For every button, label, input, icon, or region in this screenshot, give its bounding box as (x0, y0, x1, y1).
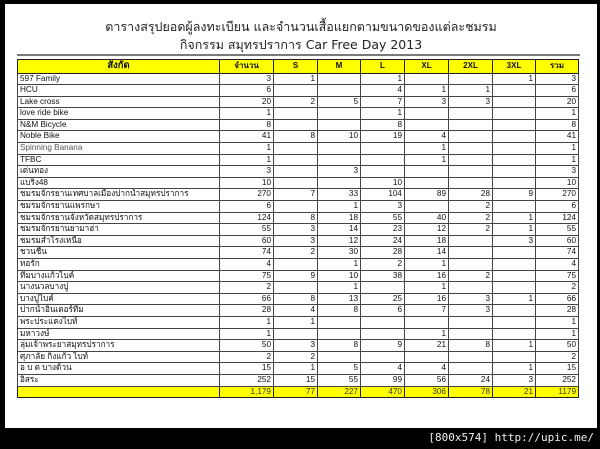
value-cell: 3 (449, 305, 493, 317)
value-cell (493, 282, 536, 294)
value-cell: 1 (361, 73, 405, 85)
value-cell: 41 (536, 131, 579, 143)
club-name-cell: ทอรัก (18, 259, 220, 271)
value-cell: 9 (361, 340, 405, 352)
value-cell (493, 177, 536, 189)
value-cell: 8 (318, 305, 361, 317)
club-name-cell: เด่นทอง (18, 166, 220, 178)
value-cell: 1 (405, 154, 449, 166)
value-cell (449, 316, 493, 328)
column-header-3: M (318, 60, 361, 74)
value-cell: 2 (536, 282, 579, 294)
value-cell: 55 (318, 374, 361, 386)
total-value-cell: 470 (361, 386, 405, 398)
value-cell (361, 143, 405, 155)
value-cell: 8 (274, 131, 318, 143)
value-cell: 66 (536, 293, 579, 305)
table-row (18, 374, 579, 386)
value-cell (405, 201, 449, 213)
value-cell (361, 282, 405, 294)
value-cell (493, 259, 536, 271)
value-cell (493, 143, 536, 155)
value-cell: 124 (536, 212, 579, 224)
value-cell (405, 166, 449, 178)
value-cell: 1 (361, 108, 405, 120)
value-cell (274, 108, 318, 120)
table-row (18, 259, 579, 271)
table-row (18, 328, 579, 340)
value-cell: 1 (493, 363, 536, 375)
value-cell (274, 259, 318, 271)
value-cell: 8 (274, 293, 318, 305)
total-row (18, 386, 579, 398)
value-cell: 14 (405, 247, 449, 259)
table-row (18, 177, 579, 189)
value-cell: 2 (274, 351, 318, 363)
value-cell: 50 (220, 340, 274, 352)
total-value-cell: 77 (274, 386, 318, 398)
title-line-1: ตารางสรุปยอดผู้ลงทะเบียน และจำนวนเสื้อแยกตามขนาดของแต่ละชมรม (105, 19, 497, 34)
value-cell: 1 (274, 316, 318, 328)
value-cell: 12 (318, 235, 361, 247)
club-name-cell: N&M Bicycle (18, 119, 220, 131)
value-cell (318, 85, 361, 97)
value-cell (274, 201, 318, 213)
value-cell: 8 (361, 119, 405, 131)
value-cell: 1 (493, 73, 536, 85)
value-cell (274, 143, 318, 155)
value-cell: 8 (449, 340, 493, 352)
total-value-cell: 1179 (536, 386, 579, 398)
value-cell: 4 (405, 363, 449, 375)
value-cell (274, 328, 318, 340)
table-row (18, 363, 579, 375)
value-cell: 1 (405, 143, 449, 155)
value-cell: 6 (361, 305, 405, 317)
value-cell (405, 351, 449, 363)
value-cell (318, 73, 361, 85)
value-cell: 124 (220, 212, 274, 224)
club-name-cell: ลุ่มเจ้าพระยาสมุทรปราการ (18, 340, 220, 352)
table-row (18, 131, 579, 143)
value-cell: 8 (318, 340, 361, 352)
value-cell: 1 (220, 108, 274, 120)
value-cell: 7 (274, 189, 318, 201)
club-name-cell: ปากน้ำอินเตอร์ทีม (18, 305, 220, 317)
value-cell: 4 (536, 259, 579, 271)
table-row (18, 201, 579, 213)
value-cell: 1 (493, 293, 536, 305)
value-cell: 2 (274, 247, 318, 259)
value-cell (405, 119, 449, 131)
value-cell (274, 119, 318, 131)
value-cell: 6 (220, 201, 274, 213)
value-cell (361, 351, 405, 363)
value-cell: 25 (361, 293, 405, 305)
value-cell (449, 166, 493, 178)
value-cell: 9 (493, 189, 536, 201)
value-cell: 1 (274, 73, 318, 85)
value-cell (449, 363, 493, 375)
column-header-8: รวม (536, 60, 579, 74)
value-cell (405, 177, 449, 189)
value-cell (449, 259, 493, 271)
value-cell: 15 (274, 374, 318, 386)
value-cell: 13 (318, 293, 361, 305)
value-cell: 1 (220, 328, 274, 340)
club-name-cell: แบริ่ง48 (18, 177, 220, 189)
value-cell (493, 328, 536, 340)
table-row (18, 247, 579, 259)
value-cell: 33 (318, 189, 361, 201)
value-cell: 1 (220, 316, 274, 328)
value-cell: 3 (274, 235, 318, 247)
table-row (18, 270, 579, 282)
value-cell: 55 (361, 212, 405, 224)
club-name-cell: มหาวงษ์ (18, 328, 220, 340)
value-cell: 6 (536, 85, 579, 97)
value-cell: 1 (536, 143, 579, 155)
club-name-cell: พระประแดงไบท์ (18, 316, 220, 328)
club-name-cell: Lake cross (18, 96, 220, 108)
value-cell (318, 316, 361, 328)
value-cell: 40 (405, 212, 449, 224)
value-cell: 104 (361, 189, 405, 201)
value-cell: 20 (220, 96, 274, 108)
value-cell (493, 305, 536, 317)
value-cell: 1 (536, 154, 579, 166)
club-name-cell: ชมรมสำโรงเหนือ (18, 235, 220, 247)
value-cell: 3 (274, 224, 318, 236)
value-cell: 3 (493, 374, 536, 386)
value-cell: 252 (536, 374, 579, 386)
value-cell: 2 (274, 96, 318, 108)
value-cell: 75 (536, 270, 579, 282)
value-cell: 4 (361, 363, 405, 375)
value-cell: 9 (274, 270, 318, 282)
value-cell: 23 (361, 224, 405, 236)
value-cell (274, 166, 318, 178)
value-cell (318, 108, 361, 120)
value-cell: 60 (536, 235, 579, 247)
value-cell: 270 (536, 189, 579, 201)
value-cell (449, 235, 493, 247)
value-cell: 30 (318, 247, 361, 259)
value-cell: 41 (220, 131, 274, 143)
value-cell (405, 316, 449, 328)
column-header-5: XL (405, 60, 449, 74)
value-cell (361, 316, 405, 328)
value-cell: 1 (220, 143, 274, 155)
club-name-cell: ชมรมจักรยานจังหวัดสมุทรปราการ (18, 212, 220, 224)
value-cell (318, 351, 361, 363)
value-cell: 5 (318, 96, 361, 108)
value-cell (318, 154, 361, 166)
club-name-cell: TFBC (18, 154, 220, 166)
value-cell (405, 108, 449, 120)
column-header-2: S (274, 60, 318, 74)
total-value-cell: 227 (318, 386, 361, 398)
value-cell: 1 (405, 259, 449, 271)
value-cell: 6 (536, 201, 579, 213)
table-header (18, 60, 579, 74)
table-row (18, 293, 579, 305)
value-cell: 15 (220, 363, 274, 375)
value-cell: 10 (536, 177, 579, 189)
table-row (18, 235, 579, 247)
value-cell: 24 (449, 374, 493, 386)
club-name-cell: ชมรมจักรยานยามาฮ่า (18, 224, 220, 236)
column-header-0: สังกัด (18, 60, 220, 74)
table-row (18, 73, 579, 85)
club-name-cell: love ride bike (18, 108, 220, 120)
value-cell (449, 247, 493, 259)
value-cell: 1 (318, 282, 361, 294)
value-cell: 2 (361, 259, 405, 271)
value-cell: 1 (449, 85, 493, 97)
value-cell: 270 (220, 189, 274, 201)
value-cell: 3 (274, 340, 318, 352)
club-name-cell: 597 Family (18, 73, 220, 85)
value-cell: 20 (536, 96, 579, 108)
value-cell: 1 (220, 154, 274, 166)
value-cell (449, 119, 493, 131)
value-cell: 2 (449, 212, 493, 224)
value-cell: 3 (220, 166, 274, 178)
value-cell: 3 (220, 73, 274, 85)
value-cell: 19 (361, 131, 405, 143)
value-cell (449, 282, 493, 294)
value-cell: 2 (449, 224, 493, 236)
value-cell: 3 (536, 166, 579, 178)
value-cell: 28 (536, 305, 579, 317)
value-cell: 7 (405, 305, 449, 317)
value-cell: 6 (220, 85, 274, 97)
value-cell: 8 (220, 119, 274, 131)
value-cell (449, 131, 493, 143)
club-name-cell: Noble Bike (18, 131, 220, 143)
value-cell (493, 154, 536, 166)
total-label-cell (18, 386, 220, 398)
value-cell: 55 (536, 224, 579, 236)
value-cell: 2 (536, 351, 579, 363)
value-cell: 2 (220, 351, 274, 363)
value-cell: 3 (318, 166, 361, 178)
table-row (18, 143, 579, 155)
column-header-1: จำนวน (220, 60, 274, 74)
value-cell: 4 (274, 305, 318, 317)
value-cell (361, 328, 405, 340)
value-cell (493, 351, 536, 363)
value-cell: 3 (361, 201, 405, 213)
club-name-cell: นางนวลบางปู (18, 282, 220, 294)
value-cell (493, 166, 536, 178)
table-row (18, 212, 579, 224)
value-cell (493, 131, 536, 143)
table-row (18, 108, 579, 120)
value-cell: 1 (405, 328, 449, 340)
value-cell: 3 (449, 96, 493, 108)
value-cell (493, 201, 536, 213)
value-cell: 55 (220, 224, 274, 236)
value-cell: 1 (318, 201, 361, 213)
title-line-2: กิจกรรม สมุทรปราการ Car Free Day 2013 (179, 37, 423, 52)
value-cell: 75 (220, 270, 274, 282)
total-value-cell: 21 (493, 386, 536, 398)
title-divider (17, 54, 580, 56)
value-cell: 66 (220, 293, 274, 305)
club-name-cell: Spinning Banana (18, 143, 220, 155)
value-cell (449, 108, 493, 120)
column-header-7: 3XL (493, 60, 536, 74)
value-cell: 1 (493, 224, 536, 236)
club-name-cell: อิสระ (18, 374, 220, 386)
value-cell: 28 (449, 189, 493, 201)
club-name-cell: ชมรมจักรยานแพรกษา (18, 201, 220, 213)
value-cell (318, 177, 361, 189)
value-cell: 89 (405, 189, 449, 201)
value-cell: 1 (318, 259, 361, 271)
value-cell: 56 (405, 374, 449, 386)
value-cell: 50 (536, 340, 579, 352)
value-cell (493, 247, 536, 259)
column-header-4: L (361, 60, 405, 74)
table-row (18, 224, 579, 236)
value-cell: 4 (220, 259, 274, 271)
value-cell: 252 (220, 374, 274, 386)
table-row (18, 351, 579, 363)
table-row (18, 189, 579, 201)
table-row (18, 316, 579, 328)
value-cell: 1 (274, 363, 318, 375)
value-cell (318, 143, 361, 155)
value-cell: 1 (493, 340, 536, 352)
value-cell (405, 73, 449, 85)
registration-table (17, 59, 579, 398)
value-cell (274, 177, 318, 189)
value-cell: 16 (405, 270, 449, 282)
value-cell: 8 (536, 119, 579, 131)
value-cell: 15 (536, 363, 579, 375)
column-header-6: 2XL (449, 60, 493, 74)
table-row (18, 85, 579, 97)
table-body (18, 73, 579, 398)
value-cell (318, 328, 361, 340)
value-cell: 14 (318, 224, 361, 236)
document-page (5, 4, 597, 428)
value-cell: 4 (405, 131, 449, 143)
value-cell: 60 (220, 235, 274, 247)
value-cell (493, 108, 536, 120)
value-cell: 3 (493, 235, 536, 247)
club-name-cell: ศุภาลัย กิ่งแก้ว ไบท์ (18, 351, 220, 363)
value-cell: 12 (405, 224, 449, 236)
value-cell: 4 (361, 85, 405, 97)
value-cell: 1 (493, 212, 536, 224)
total-value-cell: 78 (449, 386, 493, 398)
value-cell (274, 154, 318, 166)
header-row (18, 60, 579, 74)
value-cell: 10 (318, 131, 361, 143)
club-name-cell: ทีมบางแก้วไบค์ (18, 270, 220, 282)
table-row (18, 96, 579, 108)
value-cell: 1 (405, 282, 449, 294)
value-cell: 10 (318, 270, 361, 282)
table-row (18, 282, 579, 294)
value-cell: 28 (361, 247, 405, 259)
value-cell: 5 (318, 363, 361, 375)
value-cell: 1 (536, 316, 579, 328)
value-cell (493, 119, 536, 131)
table-row (18, 119, 579, 131)
club-name-cell: ชมรมจักรยานเทศบาลเมืองปากน้ำสมุทรปราการ (18, 189, 220, 201)
value-cell: 10 (361, 177, 405, 189)
value-cell: 2 (449, 270, 493, 282)
value-cell: 3 (449, 293, 493, 305)
value-cell: 10 (220, 177, 274, 189)
value-cell (493, 316, 536, 328)
value-cell: 99 (361, 374, 405, 386)
value-cell: 18 (405, 235, 449, 247)
value-cell: 2 (220, 282, 274, 294)
value-cell (274, 282, 318, 294)
total-value-cell: 1,179 (220, 386, 274, 398)
value-cell (274, 85, 318, 97)
table-row (18, 340, 579, 352)
club-name-cell: อ บ ต บางด้วน (18, 363, 220, 375)
table-row (18, 166, 579, 178)
value-cell: 1 (405, 85, 449, 97)
table-row (18, 305, 579, 317)
value-cell: 3 (405, 96, 449, 108)
value-cell (493, 270, 536, 282)
value-cell (449, 154, 493, 166)
value-cell: 74 (220, 247, 274, 259)
value-cell (493, 85, 536, 97)
value-cell (449, 351, 493, 363)
value-cell (493, 96, 536, 108)
value-cell: 38 (361, 270, 405, 282)
value-cell: 7 (361, 96, 405, 108)
club-name-cell: บางปูไบค์ (18, 293, 220, 305)
value-cell: 18 (318, 212, 361, 224)
watermark: [800x574] http://upic.me/ (428, 431, 594, 444)
value-cell: 24 (361, 235, 405, 247)
value-cell: 1 (536, 108, 579, 120)
value-cell: 8 (274, 212, 318, 224)
value-cell: 16 (405, 293, 449, 305)
value-cell: 28 (220, 305, 274, 317)
value-cell: 3 (536, 73, 579, 85)
value-cell (318, 119, 361, 131)
value-cell (361, 154, 405, 166)
value-cell: 1 (536, 328, 579, 340)
value-cell (361, 166, 405, 178)
total-value-cell: 306 (405, 386, 449, 398)
value-cell (449, 177, 493, 189)
club-name-cell: ชวนชื่น (18, 247, 220, 259)
value-cell: 74 (536, 247, 579, 259)
value-cell (449, 73, 493, 85)
value-cell (449, 143, 493, 155)
value-cell (449, 328, 493, 340)
club-name-cell: HCU (18, 85, 220, 97)
value-cell: 21 (405, 340, 449, 352)
table-row (18, 154, 579, 166)
value-cell: 2 (449, 201, 493, 213)
